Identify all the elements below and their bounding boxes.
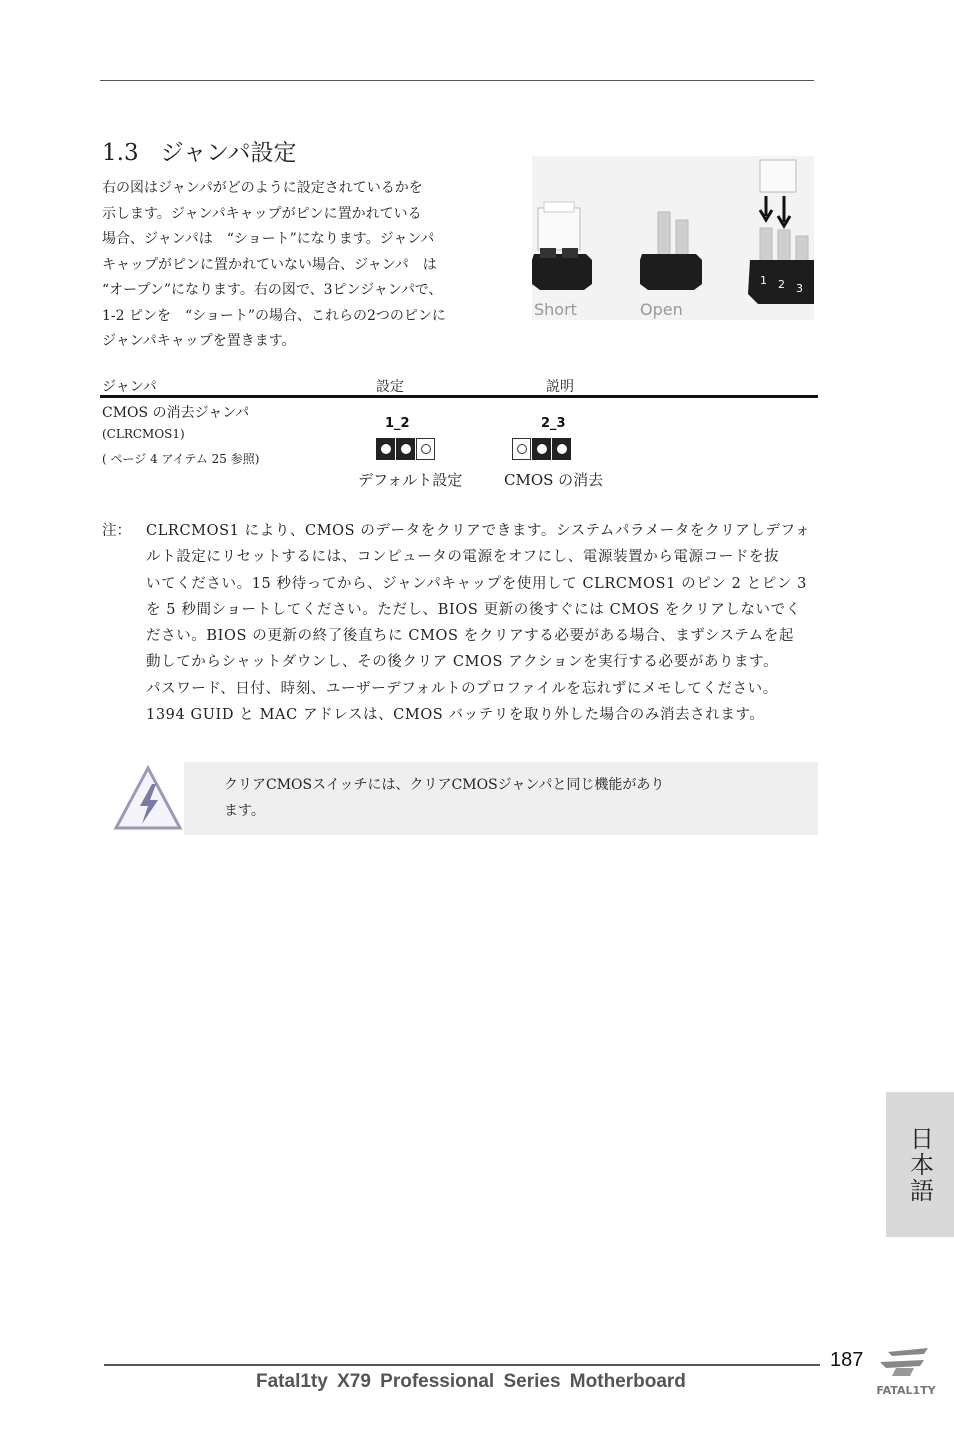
section-number: 1.3 bbox=[102, 140, 139, 166]
jumper-illustration bbox=[532, 156, 814, 320]
intro-line: “オープン”になります。右の図で、3ピンジャンパで、 bbox=[102, 282, 443, 298]
language-tab-label: 日本語 bbox=[905, 1125, 934, 1204]
callout-text bbox=[224, 772, 664, 824]
logo-text: FATAL1TY bbox=[876, 1384, 936, 1397]
note-line: ださい。BIOS の更新の終了後直ちに CMOS をクリアする必要がある場合、まずシステムを起 bbox=[146, 628, 794, 645]
pin-open bbox=[416, 438, 435, 460]
jumper-photo bbox=[532, 156, 814, 320]
note-line: 動してからシャットダウンし、その後クリア CMOS アクションを実行する必要があります。 bbox=[146, 654, 779, 671]
intro-line: ジャンパキャップを置きます。 bbox=[102, 333, 296, 349]
note-line: ルト設定にリセットするには、コンピュータの電源をオフにし、電源装置から電源コードを抜 bbox=[146, 549, 780, 566]
pin-open bbox=[512, 438, 531, 460]
section-title: ジャンパ設定 bbox=[160, 140, 297, 166]
footer-title: Fatal1ty X79 Professional Series Motherboard bbox=[256, 1371, 686, 1392]
language-tab bbox=[886, 1092, 954, 1237]
jumper-id: (CLRCMOS1) bbox=[102, 427, 185, 441]
note-line: を 5 秒間ショートしてください。ただし、BIOS 更新の後すぐには CMOS をクリアしないでく bbox=[146, 601, 801, 618]
open-label: Open bbox=[640, 300, 683, 319]
pin-shorted bbox=[396, 438, 415, 460]
callout-line: ます。 bbox=[224, 803, 265, 819]
intro-paragraph bbox=[102, 176, 482, 355]
note-line: CLRCMOS1 により、CMOS のデータをクリアできます。システムパラメータをクリアしデフォ bbox=[146, 523, 811, 539]
table-rule bbox=[100, 395, 818, 398]
jumper-pins-default bbox=[376, 436, 435, 462]
fatal1ty-logo bbox=[866, 1342, 946, 1400]
note-label: 注： bbox=[102, 523, 131, 539]
note-line: 1394 GUID と MAC アドレスは、CMOS バッテリを取り外した場合のみ消去されます。 bbox=[146, 707, 765, 724]
pin-shorted bbox=[376, 438, 395, 460]
header-jumper: ジャンパ bbox=[102, 379, 157, 395]
setting-clear-label: 2_3 bbox=[541, 416, 566, 431]
pin-number: 3 bbox=[796, 282, 803, 295]
page-number: 187 bbox=[830, 1349, 864, 1371]
warning-lightning-icon bbox=[112, 762, 184, 834]
pin-shorted bbox=[532, 438, 551, 460]
note-line: パスワード、日付、時刻、ユーザーデフォルトのプロファイルを忘れずにメモしてください。 bbox=[146, 680, 778, 697]
short-label: Short bbox=[534, 300, 577, 319]
pin-shorted bbox=[552, 438, 571, 460]
top-rule bbox=[100, 80, 814, 81]
header-description: 説明 bbox=[546, 379, 574, 395]
note-body bbox=[146, 518, 820, 728]
header-setting: 設定 bbox=[376, 379, 404, 395]
section-heading bbox=[102, 134, 297, 167]
jumper-reference: ( ページ 4 アイテム 25 参照) bbox=[102, 452, 260, 466]
intro-line: 1-2 ピンを “ショート”の場合、これらの2つのピンに bbox=[102, 307, 446, 324]
intro-line: 右の図はジャンパがどのように設定されているかを bbox=[102, 180, 423, 196]
callout-line: クリアCMOSスイッチには、クリアCMOSジャンパと同じ機能があり bbox=[224, 777, 665, 793]
intro-line: キャップがピンに置かれていない場合、ジャンパ は bbox=[102, 256, 437, 273]
pin-number: 2 bbox=[778, 278, 785, 291]
intro-line: 場合、ジャンパは “ショート”になります。ジャンパ bbox=[102, 231, 435, 247]
bottom-rule bbox=[104, 1364, 820, 1366]
setting-default-label: 1_2 bbox=[385, 416, 410, 431]
caption-default: デフォルト設定 bbox=[358, 471, 463, 489]
pin-number: 1 bbox=[760, 274, 767, 287]
jumper-name: CMOS の消去ジャンパ bbox=[102, 405, 250, 421]
jumper-pins-clear bbox=[512, 436, 571, 462]
caption-clear: CMOS の消去 bbox=[504, 471, 604, 489]
intro-line: 示します。ジャンパキャップがピンに置かれている bbox=[102, 205, 422, 222]
note-line: いてください。15 秒待ってから、ジャンパキャップを使用して CLRCMOS1 のピン 2 とピン 3 bbox=[146, 575, 807, 592]
